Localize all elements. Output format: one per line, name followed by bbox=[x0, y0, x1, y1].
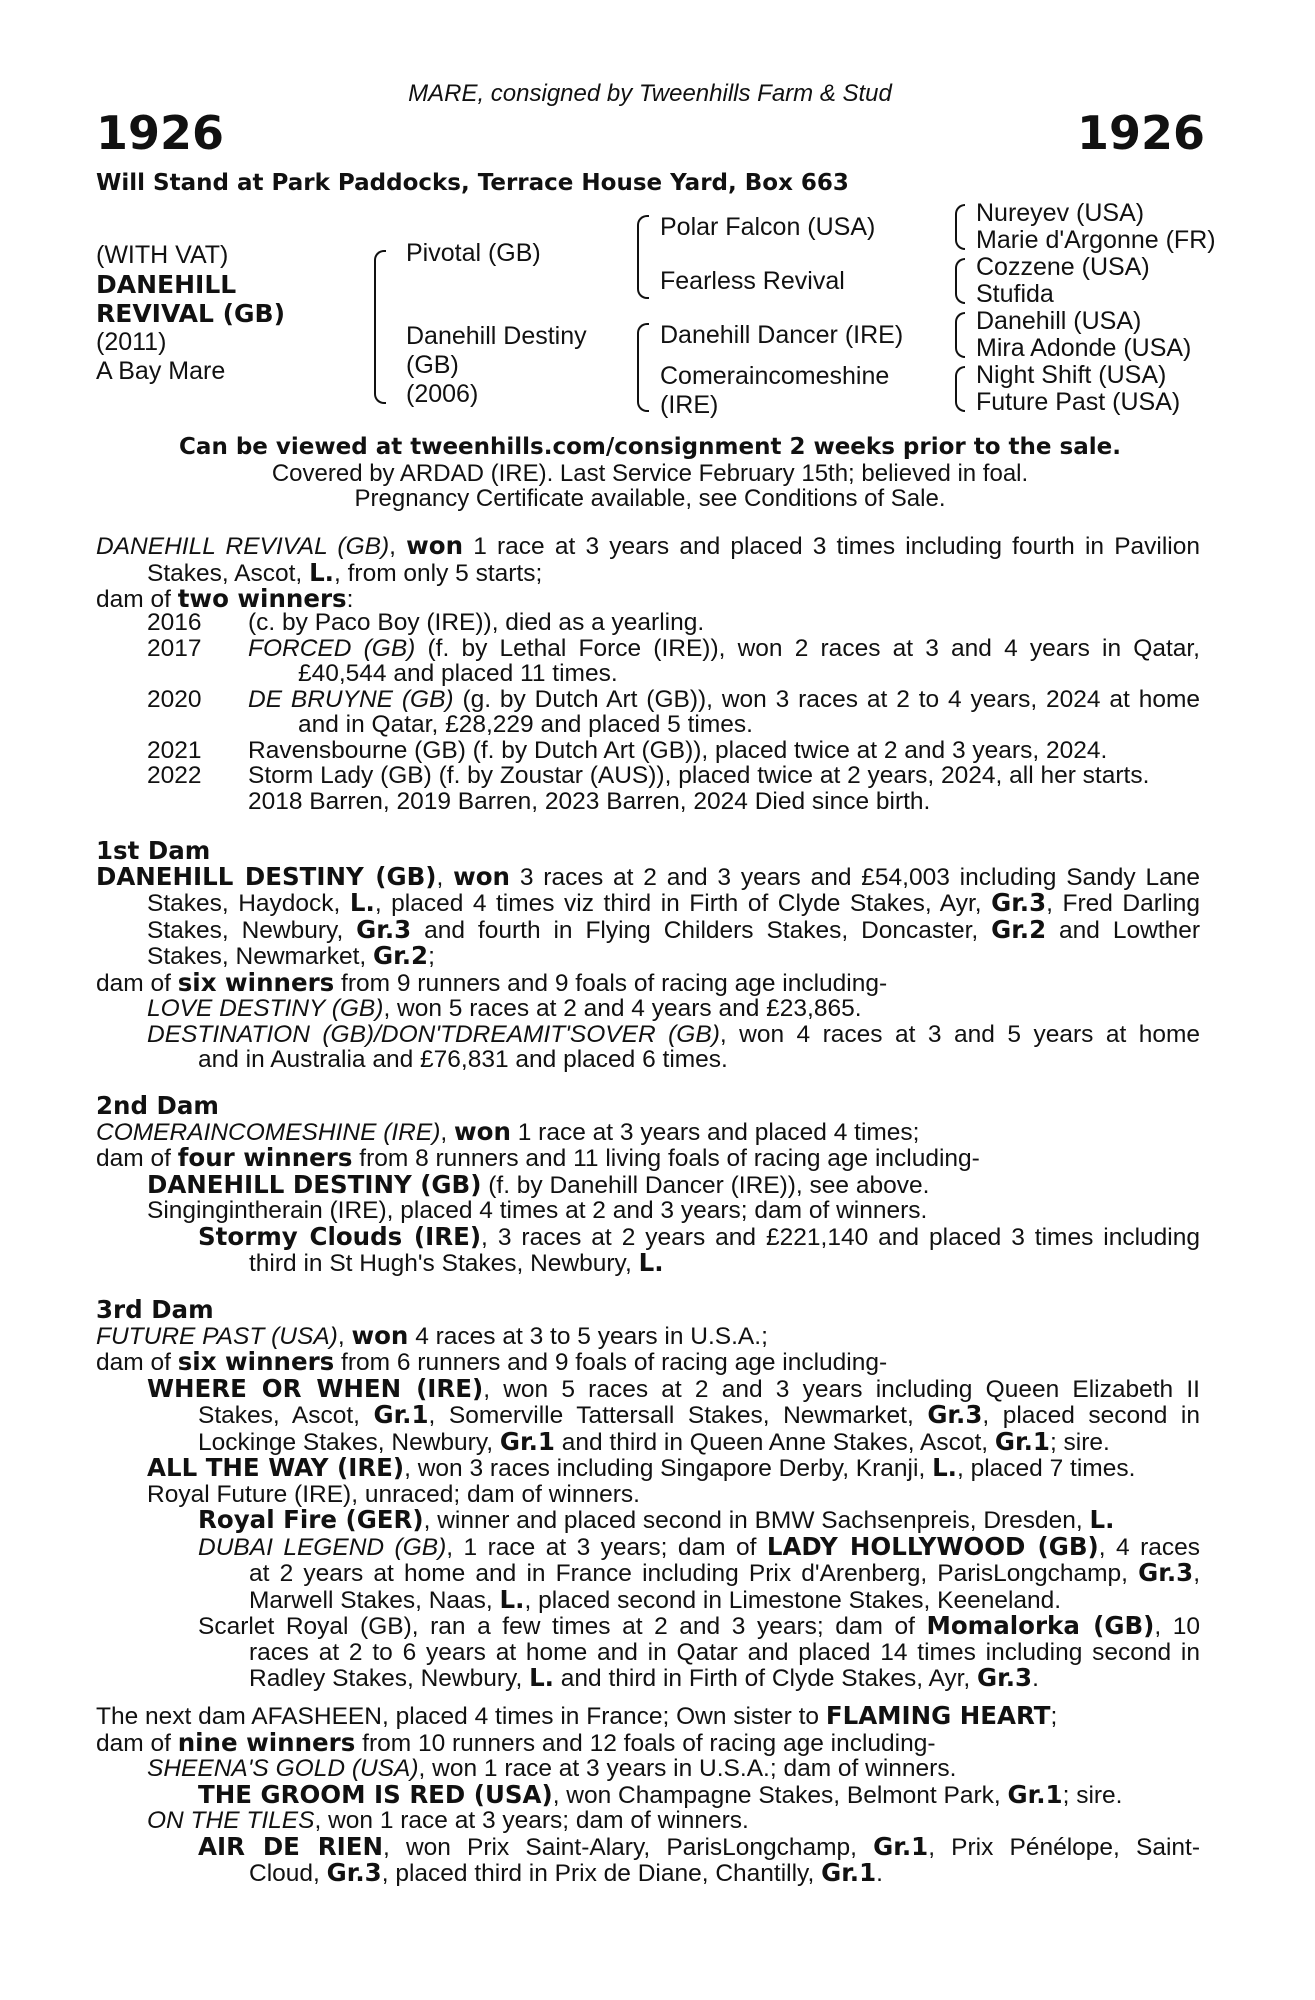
text-segment: COMERAINCOMESHINE (IRE) bbox=[96, 1118, 441, 1146]
text-segment: , won 5 races at 2 and 4 years and £23,865. bbox=[383, 995, 862, 1022]
text-segment: Gr.3 bbox=[1138, 1558, 1194, 1587]
text-segment: . bbox=[1032, 1665, 1039, 1692]
lot-number-right: 1926 bbox=[1076, 106, 1205, 160]
text-segment: Stakes, Ascot, bbox=[198, 1402, 374, 1429]
pedigree-dam-name: Danehill Destiny bbox=[406, 322, 587, 350]
dam-line bbox=[96, 1022, 1200, 1048]
text-segment: FORCED (GB) bbox=[248, 634, 416, 662]
text-segment: , won 1 race at 3 years in U.S.A.; dam of winners. bbox=[418, 1755, 957, 1782]
text-segment: , placed third in Prix de Diane, Chantilly, bbox=[381, 1860, 822, 1887]
text-segment: L. bbox=[638, 1248, 664, 1277]
pedigree-g7: Night Shift (USA) bbox=[976, 361, 1167, 389]
text-segment: , 3 races at 2 years and £221,140 and placed 3 times including bbox=[481, 1223, 1201, 1251]
text-segment: Gr.3 bbox=[326, 1858, 382, 1887]
text-segment: SHEENA'S GOLD (USA) bbox=[147, 1755, 419, 1782]
text-segment: from 8 runners and 11 living foals of racing age including- bbox=[352, 1145, 980, 1172]
text-segment: , won Prix Saint-Alary, ParisLongchamp, bbox=[382, 1833, 874, 1861]
dam-line bbox=[96, 1426, 1200, 1456]
produce-row-cont: and in Qatar, £28,229 and placed 5 times. bbox=[298, 711, 753, 738]
text-segment: WHERE OR WHEN (IRE) bbox=[147, 1373, 484, 1403]
text-segment: , won 1 race at 3 years; dam of winners. bbox=[314, 1807, 749, 1834]
text-segment: 1 race at 3 years and placed 4 times; bbox=[510, 1118, 920, 1146]
text-segment: from 6 runners and 9 foals of racing age including- bbox=[334, 1349, 888, 1376]
dam-line bbox=[96, 1727, 1200, 1757]
text-segment: dam of bbox=[96, 1349, 178, 1376]
viewing-note: Can be viewed at tweenhills.com/consignment 2 weeks prior to the sale. bbox=[179, 434, 1121, 460]
text-segment: , bbox=[436, 863, 454, 891]
pedigree-brace-sire bbox=[637, 215, 649, 299]
text-segment: , won 4 races at 3 and 5 years at home bbox=[719, 1020, 1201, 1048]
text-segment: Gr.3 bbox=[991, 888, 1047, 917]
text-segment: Gr.3 bbox=[356, 914, 412, 944]
text-segment: , won Champagne Stakes, Belmont Park, bbox=[552, 1781, 1008, 1809]
pedigree-g4: Stufida bbox=[976, 280, 1054, 308]
text-segment: ; bbox=[428, 943, 435, 970]
text-segment: , winner and placed second in BMW Sachsenpreis, Dresden, bbox=[423, 1507, 1090, 1534]
dam-line bbox=[96, 1584, 1200, 1614]
dam-line bbox=[96, 1613, 1200, 1640]
text-segment: L. bbox=[529, 1663, 554, 1692]
text-segment: , bbox=[1193, 1560, 1200, 1587]
dam-line bbox=[96, 1703, 1200, 1730]
dam-line bbox=[96, 1531, 1200, 1561]
dam-line: Royal Future (IRE), unraced; dam of winners. bbox=[147, 1480, 640, 1508]
third-dam-heading: 3rd Dam bbox=[96, 1295, 214, 1324]
text-segment: Gr.1 bbox=[873, 1831, 929, 1861]
text-segment: , bbox=[337, 1322, 352, 1350]
lot-number-left: 1926 bbox=[96, 106, 225, 160]
text-segment: six winners bbox=[177, 967, 335, 997]
text-segment: DANEHILL DESTINY (GB) bbox=[147, 1169, 482, 1199]
consignment-subtitle: MARE, consigned by Tweenhills Farm & Stud bbox=[408, 80, 892, 107]
text-segment: . bbox=[876, 1860, 883, 1887]
dam-line bbox=[96, 1455, 1200, 1482]
dam-line: and in Australia and £76,831 and placed 6 times. bbox=[198, 1046, 728, 1073]
text-segment: 2022 bbox=[147, 762, 202, 789]
text-segment: ALL THE WAY (IRE) bbox=[147, 1453, 405, 1482]
text-segment: Gr.1 bbox=[994, 1426, 1050, 1456]
text-segment: Gr.3 bbox=[977, 1663, 1033, 1692]
dam-line bbox=[96, 1756, 1200, 1782]
vat-label: (WITH VAT) bbox=[96, 241, 229, 269]
text-segment: L. bbox=[1089, 1505, 1115, 1534]
dam-line bbox=[96, 1221, 1201, 1251]
dam-line bbox=[96, 1560, 1200, 1587]
text-segment: , Prix Pénélope, Saint- bbox=[928, 1833, 1200, 1861]
pedigree-dam-dam bbox=[660, 362, 889, 420]
text-segment: : bbox=[346, 586, 354, 613]
produce-row-cont: £40,544 and placed 11 times. bbox=[298, 660, 618, 687]
text-segment: Ravensbourne (GB) (f. by Dutch Art (GB)), placed twice at 2 and 3 years, 2024. bbox=[248, 736, 1108, 764]
text-segment: from 10 runners and 12 foals of racing age including- bbox=[355, 1729, 936, 1757]
text-segment: DUBAI LEGEND (GB) bbox=[198, 1533, 447, 1561]
text-segment: , Fred Darling bbox=[1046, 890, 1200, 917]
text-segment: (f. by Danehill Dancer (IRE)), see above. bbox=[481, 1171, 930, 1199]
text-segment: at 2 years at home and in France including Prix d'Arenberg, ParisLongchamp, bbox=[249, 1560, 1139, 1587]
text-segment: (c. by Paco Boy (IRE)), died as a yearling. bbox=[248, 609, 705, 636]
text-segment: two winners bbox=[177, 584, 347, 613]
pedigree-sire-sire: Polar Falcon (USA) bbox=[660, 213, 876, 241]
record-line bbox=[96, 533, 1200, 560]
text-segment: won bbox=[406, 531, 464, 560]
text-segment: ; sire. bbox=[1049, 1428, 1110, 1456]
first-dam-section bbox=[96, 838, 1200, 1073]
text-segment: Gr.1 bbox=[373, 1400, 429, 1429]
dam-line bbox=[96, 1665, 1200, 1692]
dam-line bbox=[96, 1116, 1200, 1146]
text-segment: dam of bbox=[96, 969, 178, 997]
text-segment: , from only 5 starts; bbox=[333, 559, 543, 587]
text-segment: , Somerville Tattersall Stakes, Newmarket, bbox=[428, 1402, 928, 1429]
text-segment: Stakes, Newmarket, bbox=[147, 943, 374, 970]
text-segment: DE BRUYNE (GB) bbox=[248, 685, 454, 713]
dam-line bbox=[96, 890, 1200, 917]
text-segment: Gr.1 bbox=[821, 1858, 877, 1887]
text-segment: nine winners bbox=[177, 1727, 356, 1757]
text-segment: won bbox=[453, 861, 511, 891]
text-segment: dam of bbox=[96, 1729, 178, 1757]
dam-line bbox=[96, 914, 1200, 944]
dam-line bbox=[96, 967, 1200, 997]
text-segment: 3 races at 2 and 3 years and £54,003 including Sandy Lane bbox=[510, 863, 1200, 891]
text-segment: 2016 bbox=[147, 609, 202, 636]
dam-line bbox=[96, 1507, 1200, 1534]
pedigree-brace-g3 bbox=[955, 312, 965, 358]
text-segment: THE GROOM IS RED (USA) bbox=[198, 1779, 553, 1809]
text-segment: from 9 runners and 9 foals of racing age including- bbox=[334, 969, 888, 997]
second-dam-section bbox=[96, 1093, 1200, 1277]
text-segment: Storm Lady (GB) (f. by Zoustar (AUS)), placed twice at 2 years, 2024, all her starts. bbox=[248, 762, 1150, 789]
dam-line bbox=[96, 1169, 1200, 1199]
horse-description: A Bay Mare bbox=[96, 357, 226, 385]
dam-line bbox=[96, 1145, 1200, 1172]
pedigree-brace-g2 bbox=[955, 258, 965, 304]
text-segment: , bbox=[440, 1118, 455, 1146]
pedigree-dam-dam-country: (IRE) bbox=[660, 391, 719, 419]
text-segment: Scarlet Royal (GB), ran a few times at 2 and 3 years; dam of bbox=[198, 1613, 927, 1640]
text-segment: dam of bbox=[96, 586, 178, 613]
text-segment: ; bbox=[1050, 1703, 1058, 1730]
pedigree-g5: Danehill (USA) bbox=[976, 307, 1142, 335]
text-segment: Stormy Clouds (IRE) bbox=[198, 1221, 482, 1251]
text-segment: Gr.2 bbox=[373, 941, 429, 970]
covered-note: Covered by ARDAD (IRE). Last Service February 15th; believed in foal. bbox=[271, 459, 1029, 487]
text-segment: won bbox=[454, 1116, 511, 1146]
text-segment: and fourth in Flying Childers Stakes, Doncaster, bbox=[411, 916, 992, 944]
text-segment: FUTURE PAST (USA) bbox=[96, 1322, 338, 1350]
produce-list bbox=[0, 609, 1315, 815]
text-segment: 1 race at 3 years and placed 3 times including fourth in Pavilion bbox=[463, 533, 1200, 560]
pedigree-dam bbox=[406, 322, 587, 409]
text-segment: Stakes, Newbury, bbox=[147, 916, 357, 944]
text-segment: six winners bbox=[177, 1347, 335, 1376]
text-segment: Royal Fire (GER) bbox=[198, 1505, 424, 1534]
text-segment: ON THE TILES bbox=[147, 1807, 315, 1834]
text-segment: FLAMING HEART bbox=[825, 1701, 1051, 1730]
pedigree-dam-sire: Danehill Dancer (IRE) bbox=[660, 321, 904, 349]
text-segment: The next dam AFASHEEN, placed 4 times in France; Own sister to bbox=[96, 1703, 826, 1730]
text-segment: 4 races at 3 to 5 years in U.S.A.; bbox=[408, 1322, 768, 1350]
dam-line bbox=[96, 1860, 1200, 1887]
pedigree-gen3-group3 bbox=[976, 308, 1191, 362]
text-segment: L. bbox=[499, 1584, 525, 1614]
text-segment: , placed second in bbox=[982, 1402, 1201, 1429]
text-segment: and third in Firth of Clyde Stakes, Ayr, bbox=[553, 1665, 978, 1692]
text-segment: Marwell Stakes, Naas, bbox=[249, 1586, 500, 1614]
text-segment: LOVE DESTINY (GB) bbox=[147, 995, 384, 1022]
text-segment: Gr.1 bbox=[1007, 1779, 1063, 1809]
dam-line bbox=[96, 1779, 1200, 1809]
text-line bbox=[248, 636, 1200, 662]
horse-name: DANEHILL bbox=[96, 270, 237, 299]
text-segment: L. bbox=[932, 1453, 957, 1482]
pedigree-g6: Mira Adonde (USA) bbox=[976, 334, 1192, 362]
text-segment: and Lowther bbox=[1046, 916, 1200, 944]
text-segment: 2021 bbox=[147, 736, 202, 764]
pedigree-brace-main bbox=[374, 250, 386, 404]
dam-line bbox=[96, 1320, 1200, 1350]
pedigree-brace-dam bbox=[637, 323, 649, 412]
next-dam-section bbox=[96, 1703, 1200, 1887]
text-segment: Gr.3 bbox=[927, 1400, 983, 1429]
text-segment: DANEHILL DESTINY (GB) bbox=[96, 861, 437, 891]
text-segment: AIR DE RIEN bbox=[198, 1831, 383, 1861]
text-segment: , bbox=[389, 533, 407, 560]
text-segment: Stakes, Ascot, bbox=[147, 559, 310, 587]
pedigree-dam-country: (GB) bbox=[406, 351, 459, 379]
text-segment: DESTINATION (GB)/DON'TDREAMIT'SOVER (GB) bbox=[147, 1020, 720, 1048]
dam-line bbox=[96, 1808, 1200, 1834]
pedigree-sire-dam: Fearless Revival bbox=[660, 267, 845, 295]
first-dam-heading: 1st Dam bbox=[96, 836, 211, 865]
third-dam-section bbox=[96, 1297, 1200, 1692]
text-segment: Lockinge Stakes, Newbury, bbox=[198, 1428, 500, 1456]
pedigree-g1: Nureyev (USA) bbox=[976, 199, 1145, 227]
dam-line bbox=[96, 1373, 1200, 1403]
text-segment: , won 5 races at 2 and 3 years including Queen Elizabeth II bbox=[483, 1375, 1200, 1403]
dam-line bbox=[96, 996, 1200, 1022]
text-segment: , placed second in Limestone Stakes, Keeneland. bbox=[524, 1586, 1062, 1614]
sale-notes bbox=[0, 435, 1300, 512]
text-segment: (g. by Dutch Art (GB)), won 3 races at 2 to 4 years, 2024 at home bbox=[453, 685, 1200, 713]
text-segment: DANEHILL REVIVAL (GB) bbox=[96, 533, 390, 560]
dam-line bbox=[96, 1402, 1200, 1429]
text-line bbox=[248, 687, 1200, 713]
text-segment: four winners bbox=[177, 1143, 353, 1172]
text-segment: , 10 bbox=[1154, 1613, 1200, 1640]
race-record bbox=[96, 533, 1200, 613]
certificate-note: Pregnancy Certificate available, see Conditions of Sale. bbox=[354, 485, 946, 512]
pedigree-gen3-group1 bbox=[976, 200, 1216, 254]
text-segment: , won 3 races including Singapore Derby, Kranji, bbox=[404, 1455, 933, 1482]
pedigree-brace-g4 bbox=[955, 366, 965, 412]
text-segment: Gr.1 bbox=[499, 1426, 555, 1456]
text-segment: dam of bbox=[96, 1145, 178, 1172]
text-segment: won bbox=[351, 1320, 409, 1350]
text-segment: third in St Hugh's Stakes, Newbury, bbox=[249, 1250, 639, 1277]
horse-name-line2: REVIVAL (GB) bbox=[96, 299, 286, 328]
foaling-year: (2011) bbox=[96, 328, 167, 356]
text-segment: (f. by Lethal Force (IRE)), won 2 races at 3 and 4 years in Qatar, bbox=[415, 634, 1200, 662]
dam-line bbox=[96, 1250, 1200, 1277]
pedigree-dam-dam-name: Comeraincomeshine bbox=[660, 362, 890, 390]
text-segment: ; sire. bbox=[1062, 1781, 1123, 1809]
pedigree-g2: Marie d'Argonne (FR) bbox=[976, 226, 1216, 254]
second-dam-heading: 2nd Dam bbox=[96, 1091, 219, 1120]
text-segment: Cloud, bbox=[249, 1860, 327, 1887]
text-segment: Stakes, Haydock, bbox=[147, 890, 350, 917]
text-segment: 2017 bbox=[147, 634, 202, 662]
dam-line bbox=[96, 1349, 1200, 1376]
text-segment: , placed 4 times viz third in Firth of Clyde Stakes, Ayr, bbox=[374, 890, 992, 917]
text-segment: Momalorka (GB) bbox=[926, 1611, 1155, 1640]
pedigree-g8: Future Past (USA) bbox=[976, 388, 1181, 416]
text-segment: 2020 bbox=[147, 685, 202, 713]
dam-line bbox=[96, 861, 1200, 891]
dam-line bbox=[96, 943, 1200, 970]
record-line bbox=[96, 557, 1200, 587]
horse-info bbox=[96, 241, 285, 386]
barren-note: 2018 Barren, 2019 Barren, 2023 Barren, 2024 Died since birth. bbox=[248, 787, 931, 815]
pedigree-dam-year: (2006) bbox=[406, 380, 479, 408]
pedigree-g3: Cozzene (USA) bbox=[976, 253, 1150, 281]
pedigree-brace-g1 bbox=[955, 204, 965, 250]
dam-line bbox=[96, 1831, 1200, 1861]
pedigree-sire: Pivotal (GB) bbox=[406, 239, 541, 267]
text-segment: L. bbox=[309, 557, 334, 587]
text-segment: , 1 race at 3 years; dam of bbox=[446, 1533, 767, 1561]
dam-line: races at 2 to 6 years at home and in Qatar and placed 14 times including second in bbox=[249, 1638, 1200, 1666]
text-segment: LADY HOLLYWOOD (GB) bbox=[766, 1531, 1099, 1561]
stand-location: Will Stand at Park Paddocks, Terrace House Yard, Box 663 bbox=[96, 170, 849, 196]
pedigree-gen3-group4 bbox=[976, 362, 1180, 416]
pedigree-gen3-group2 bbox=[976, 254, 1150, 308]
text-segment: Radley Stakes, Newbury, bbox=[249, 1665, 530, 1692]
text-segment: Gr.2 bbox=[991, 914, 1047, 944]
text-segment: and third in Queen Anne Stakes, Ascot, bbox=[554, 1428, 995, 1456]
text-segment: L. bbox=[349, 888, 375, 917]
dam-line: Singingintherain (IRE), placed 4 times at 2 and 3 years; dam of winners. bbox=[147, 1197, 928, 1224]
text-segment: , 4 races bbox=[1098, 1533, 1200, 1561]
text-segment: , placed 7 times. bbox=[956, 1455, 1136, 1482]
